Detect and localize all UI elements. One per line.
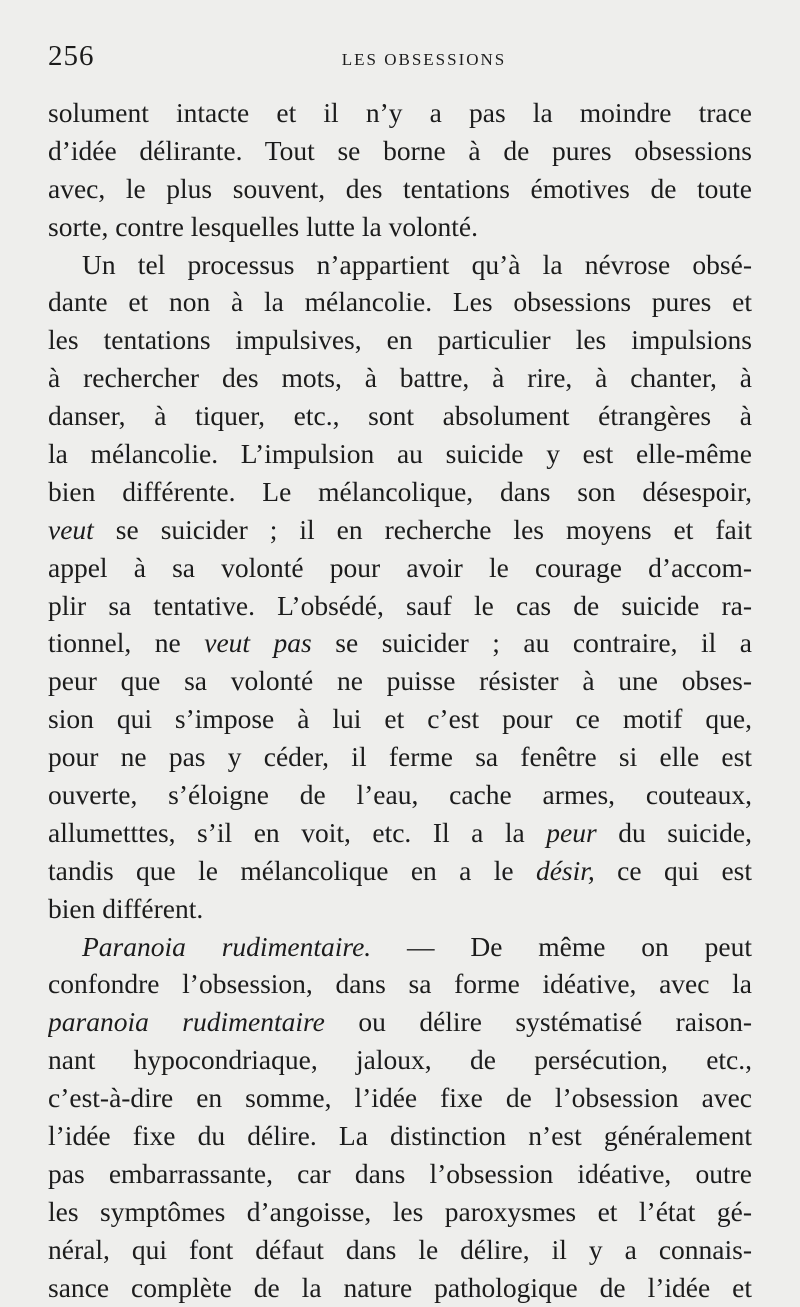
text-line [48,549,752,587]
text-line [48,738,752,776]
text-line [48,1117,752,1155]
text-line [48,208,752,246]
text-line [48,397,752,435]
text-segment: bien différente. Le mélancolique, dans son désespoir, [48,475,752,507]
text-segment: pas embarrassante, car dans l’obsession idéative, outre [48,1157,752,1189]
text-line [48,587,752,625]
text-line [48,132,752,170]
text-line [48,1231,752,1269]
text-line [48,890,752,928]
text-segment: dante et non à la mélancolie. Les obsessions pures et [48,286,752,318]
text-segment: plir sa tentative. L’obsédé, sauf le cas de suicide ra- [48,589,752,621]
text-segment: tionnel, ne [48,627,205,659]
text-segment: ce qui est [594,854,752,886]
page-number: 256 [48,40,95,72]
text-line [48,511,752,549]
text-line [48,359,752,397]
text-segment: néral, qui font défaut dans le délire, il y a connais- [48,1233,752,1265]
text-line [48,473,752,511]
text-line [48,1155,752,1193]
italic-text-segment: désir, [535,854,595,886]
text-segment: Un tel processus n’appartient qu’à la névrose obsé- [82,248,752,280]
text-line [48,624,752,662]
text-segment: — De même on peut [371,930,752,962]
text-segment: sion qui s’impose à lui et c’est pour ce motif que, [48,703,752,735]
text-line [48,1269,752,1307]
text-segment: du suicide, [596,816,752,848]
text-segment: se suicider ; il en recherche les moyens et fait [93,513,752,545]
text-line [48,1003,752,1041]
text-segment: sance complète de la nature pathologique de l’idée et [48,1271,752,1303]
text-segment: appel à sa volonté pour avoir le courage d’accom- [48,551,752,583]
italic-text-segment: Paranoia rudimentaire. [82,930,372,962]
text-segment: ouverte, s’éloigne de l’eau, cache armes, couteaux, [48,779,752,811]
text-segment: danser, à tiquer, etc., sont absolument étrangères à [48,400,752,432]
text-segment: les tentations impulsives, en particulier les impulsions [48,324,752,356]
text-segment: nant hypocondriaque, jaloux, de persécution, etc., [48,1044,752,1076]
text-segment: c’est-à-dire en somme, l’idée fixe de l’obsession avec [48,1082,752,1114]
italic-text-segment: peur [546,816,597,848]
text-line [48,700,752,738]
text-line [48,435,752,473]
text-line [48,1041,752,1079]
text-segment: tandis que le mélancolique en a le [48,854,536,886]
running-title: LES OBSESSIONS [341,50,507,69]
text-line [48,283,752,321]
running-header [48,38,752,94]
text-line [48,852,752,890]
text-segment: d’idée délirante. Tout se borne à de pures obsessions [48,134,752,166]
text-line [48,170,752,208]
text-line [48,1079,752,1117]
text-line [48,662,752,700]
body-text [48,94,752,1307]
text-segment: sorte, contre lesquelles lutte la volonté. [48,210,478,242]
text-segment: peur que sa volonté ne puisse résister à une obses- [48,665,752,697]
text-line [48,965,752,1003]
text-segment: allumetttes, s’il en voit, etc. Il a la [48,816,547,848]
text-line [48,1193,752,1231]
text-line [48,94,752,132]
text-segment: se suicider ; au contraire, il a [311,627,752,659]
text-segment: solument intacte et il n’y a pas la moindre trace [48,97,752,128]
text-segment: pour ne pas y céder, il ferme sa fenêtre si elle est [48,741,752,773]
italic-text-segment: paranoia rudimentaire [48,1006,325,1038]
text-line [48,814,752,852]
text-segment: la mélancolie. L’impulsion au suicide y est elle-même [48,438,752,470]
text-line [48,246,752,284]
text-segment: l’idée fixe du délire. La distinction n’est généralement [48,1120,752,1152]
text-segment: à rechercher des mots, à battre, à rire, à chanter, à [48,362,752,394]
italic-text-segment: veut [48,513,94,545]
text-segment: avec, le plus souvent, des tentations émotives de toute [48,172,752,204]
text-segment: bien différent. [48,892,204,924]
text-line [48,776,752,814]
text-segment: ou délire systématisé raison- [324,1006,752,1038]
italic-text-segment: veut pas [204,627,312,659]
text-segment: les symptômes d’angoisse, les paroxysmes et l’état gé- [48,1195,752,1227]
text-segment: confondre l’obsession, dans sa forme idéative, avec la [48,968,752,1000]
text-line [48,321,752,359]
text-line [48,928,752,966]
